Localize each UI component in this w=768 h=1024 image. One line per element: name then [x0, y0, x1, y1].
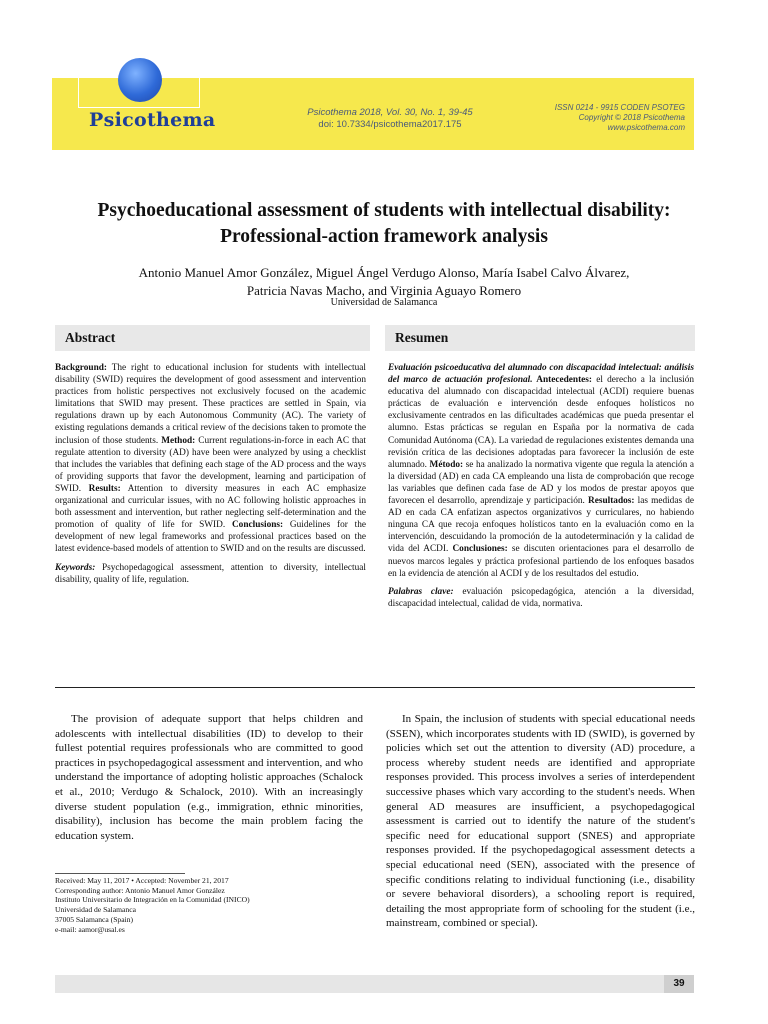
results-text: Attention to diversity measures in each AC emphasize organizational and curricular issues, with no AC following holistic approaches in both assessment and intervention, but rather neglecting self-determination and the promotion of quality of life for SWID. — [55, 483, 366, 531]
method-label: Method: — [161, 435, 196, 446]
correspondence-footnote — [55, 876, 365, 934]
resultados-text: las medidas de AD en cada CA enfatizan aspectos organizativos y curriculares, no habiendo ninguna CA que recoja enfoques holísticos tanto en la evaluación como en la intervención, descuidando la promoción de la autodeterminación y la calidad de vida del ACDI. — [388, 496, 694, 555]
results-label: Results: — [88, 483, 121, 494]
copyright: Copyright © 2018 Psicothema — [578, 113, 685, 122]
abstract-header — [55, 325, 370, 351]
journal-volume: Psicothema 2018, Vol. 30, No. 1, 39-45 — [307, 107, 473, 118]
body-paragraph: In Spain, the inclusion of students with special educational needs (SSEN), which incorporates students with ID (SWID), is governed by policies which set out the attention to diversity (AD) procedure, a process whereby student needs are identified and appropriate responses provided. This process involves a series of interdependent successive phases which vary according to the student's needs. When general AD measures are insufficient, a psychopedagogical assessment is carried out to identify the nature of the student's specific need for educational support (SNES) and appropriate responses provided. If the psychopedagogical assessment detects a special educational need (SEN), associated with the presence of specific conditions relating to individual functioning (i.e., disability or severe behavioral disorders), a schooling report is required, detailing the most appropriate form of schooling for the student (i.e., mainstream, combined or special). — [386, 713, 695, 930]
footer-band — [55, 975, 694, 993]
conclusiones-text: se discuten orientaciones para el desarrollo de nuevos marcos legales y práctica profesional partiendo de los enfoques basados en la evidencia de atención al ACDI y de los resultados del estudio. — [388, 544, 695, 579]
corresponding-author: Corresponding author: Antonio Manuel Amor González — [55, 885, 225, 895]
conclusiones-label: Conclusiones: — [452, 544, 508, 555]
logo-ball-icon — [118, 58, 162, 102]
palabras-label: Palabras clave: — [388, 586, 454, 597]
section-divider — [55, 687, 695, 688]
palabras-text: evaluación psicopedagógica, atención a la diversidad, discapacidad intelectual, calidad de vida, normativa. — [388, 586, 695, 609]
website-link[interactable]: www.psicothema.com — [607, 123, 685, 132]
metodo-label: Método: — [429, 459, 464, 470]
resumen-header — [385, 325, 695, 351]
conclusions-text: Guidelines for the development of new legal frameworks and professional practices based on the latest evidence-based models of attention to SWID and on the results are discussed. — [55, 520, 367, 555]
doi: doi: 10.7334/psicothema2017.175 — [318, 119, 462, 130]
received-dates: Received: May 11, 2017 • Accepted: November 21, 2017 — [55, 876, 229, 885]
journal-citation — [300, 107, 480, 131]
metodo-text: se ha analizado la normativa vigente que regula la atención a la diversidad (AD) en cada CA empleando una lista de comprobación que recoge las variables que definen cada fase de AD y los modos de prestar apoyos que favorecen el desarrollo, aprendizaje y participación. — [388, 459, 695, 507]
title-line-2: Professional-action framework analysis — [220, 226, 548, 247]
footnote-divider — [55, 873, 185, 874]
body-paragraph: The provision of adequate support that helps children and adolescents with intellectual disabilities (ID) to develop to their fullest potential requires professionals who are committed to good practices in psychopedagogical assessment and intervention, and who understand the importance of adopting holistic approaches (Schalock et al., 2010; Verdugo & Schalock, 2010). With an increasingly diverse student population (e.g., immigration, ethnic minorities, disability), inclusion has become the main problem facing the education system. — [55, 713, 363, 842]
resumen-body — [388, 362, 694, 580]
body-column-right — [386, 712, 695, 931]
affiliation: Universidad de Salamanca — [330, 297, 438, 308]
resumen-title: Evaluación psicoeducativa del alumnado con discapacidad intelectual: análisis del marco de actuación profesional. — [388, 363, 694, 386]
palabras-clave — [388, 586, 694, 610]
authors-line-1: Antonio Manuel Amor González, Miguel Ángel Verdugo Alonso, María Isabel Calvo Álvarez, — [138, 265, 630, 280]
article-title — [40, 198, 728, 250]
journal-logo: Psicothema — [89, 109, 216, 131]
authors — [40, 264, 728, 300]
resumen-text — [388, 362, 694, 610]
institute: Instituto Universitario de Integración en la Comunidad (INICO) — [55, 895, 250, 905]
body-column-left — [55, 712, 363, 843]
antecedentes-label: Antecedentes: — [532, 375, 593, 386]
background-text: The right to educational inclusion for students with intellectual disability (SWID) requires the development of good assessment and intervention practices from holistic perspectives not exclusively focused on the academic limitations that SWID may present. These practices are settled in Spain, via regulations drawn up by each Autonomous Community (AC). The variety of existing regulations demands a critical review of the decisions taken to promote the inclusion of those students. — [55, 363, 366, 446]
journal-meta — [540, 103, 685, 133]
abstract-heading: Abstract — [65, 330, 116, 345]
conclusions-label: Conclusions: — [231, 520, 284, 531]
email-link[interactable]: e-mail: aamor@usal.es — [55, 924, 125, 934]
resumen-heading: Resumen — [395, 330, 449, 345]
method-text: Current regulations-in-force in each AC that regulate attention to diversity (AD) have been were analyzed by using a checklist that includes the variables that defining each stage of the AD process and the ways of providing supports that favor the development, learning and participation of SWID. — [55, 435, 366, 494]
keywords — [55, 562, 366, 586]
abstract-body — [55, 362, 366, 556]
university: Universidad de Salamanca — [55, 905, 136, 915]
address: 37005 Salamanca (Spain) — [55, 914, 134, 924]
page-number: 39 — [664, 975, 694, 993]
resultados-label: Resultados: — [588, 496, 635, 507]
authors-line-2: Patricia Navas Macho, and Virginia Aguayo Romero — [246, 283, 522, 298]
keywords-label: Keywords: — [55, 562, 96, 573]
title-line-1: Psychoeducational assessment of students with intellectual disability: — [97, 200, 671, 221]
abstract-text — [55, 362, 366, 586]
issn: ISSN 0214 - 9915 CODEN PSOTEG — [554, 103, 685, 112]
antecedentes-text: el derecho a la inclusión educativa del alumnado con discapacidad intelectual (ACDI) requiere buenas prácticas de evaluación e intervención desde enfoques holísticos no exclusivamente centrados en las dificultades académicas que pueda presentar el alumno. Estas prácticas se regulan en España por la normativa de cada Comunidad Autónoma (CA). La variedad de regulaciones existentes demanda una revisión crítica de las decisiones adoptadas para favorecer la inclusión de este alumnado. — [388, 375, 694, 470]
keywords-text: Psychopedagogical assessment, attention to diversity, intellectual disability, quality of life, regulation. — [55, 562, 366, 585]
background-label: Background: — [55, 363, 108, 373]
